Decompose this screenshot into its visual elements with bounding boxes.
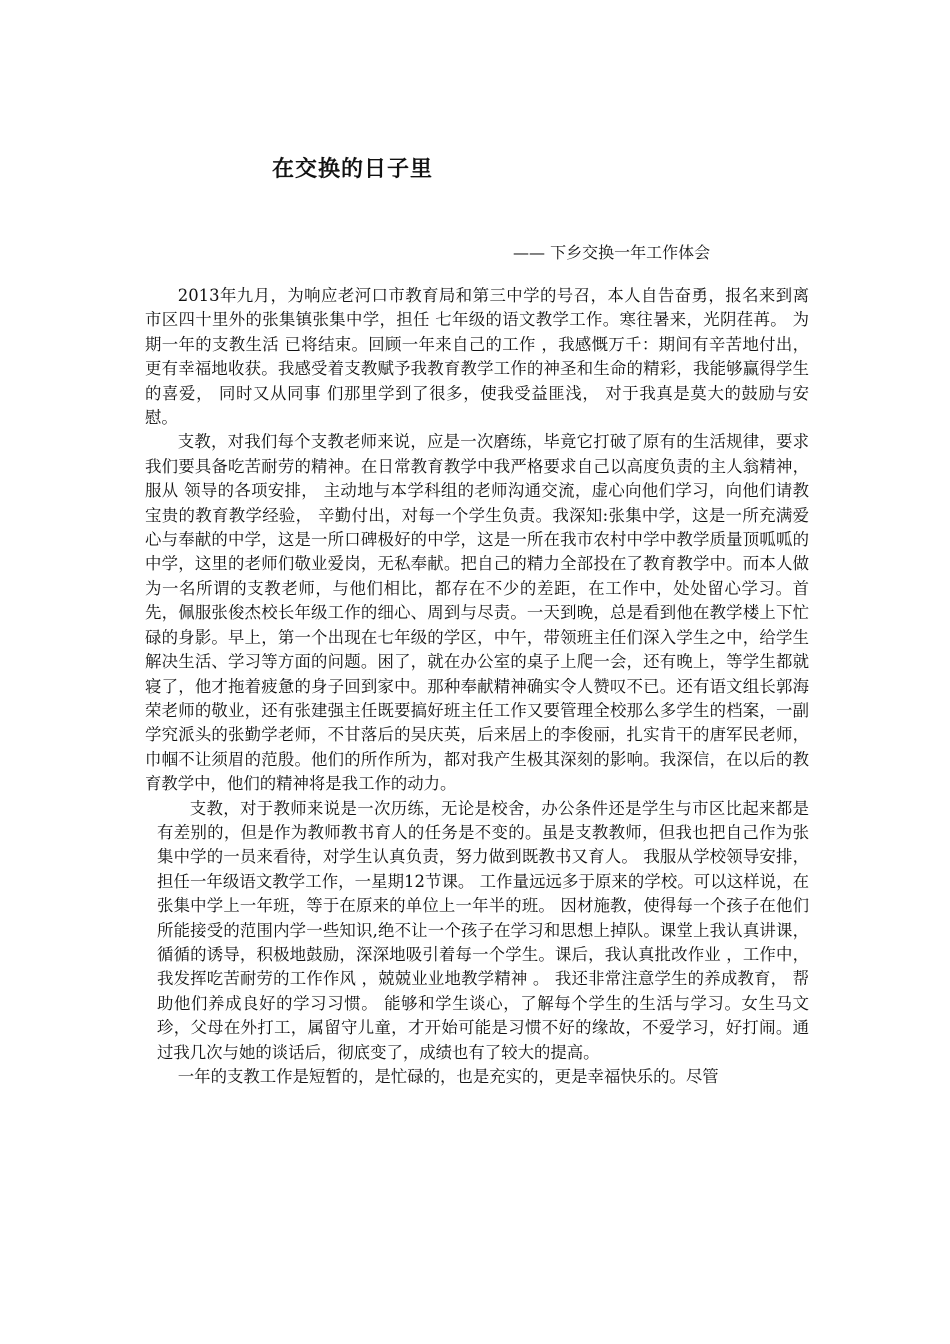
document-body [145, 284, 809, 1089]
paragraph-3: 支教，对于教师来说是一次历练，无论是校舍，办公条件还是学生与市区比起来都是有差别的，但是作为教师教书育人的任务是不变的。虽是支教教师，但我也把自己作为张集中学的一员来看待，对学生认真负责，努力做到既教书又育人。 我服从学校领导安排，担任一年级语文教学工作，一星期12节课。 工作量远远多于原来的学校。可以这样说，在张集中学上一年班，等于在原来的单位上一年半的班。 因材施教，使得每一个孩子在他们所能接受的范围内学一些知识,绝不让一个孩子在学习和思想上掉队。课堂上我认真讲课，循循的诱导，积极地鼓励，深深地吸引着每一个学生。课后，我认真批改作业 ，工作中，我发挥吃苦耐劳的工作作风 ，兢兢业业地教学精神 。 我还非常注意学生的养成教育， 帮助他们养成良好的学习习惯。 能够和学生谈心，了解每个学生的生活与学习。女生马文珍，父母在外打工，属留守儿童，才开始可能是习惯不好的缘故，不爱学习，好打闹。通过我几次与她的谈话后，彻底变了，成绩也有了较大的提高。 [157, 798, 809, 1062]
paragraph-2: 支教，对我们每个支教老师来说，应是一次磨练，毕竟它打破了原有的生活规律，要求我们要具备吃苦耐劳的精神。在日常教育教学中我严格要求自己以高度负责的主人翁精神，服从 领导的各项安排， 主动地与本学科组的老师沟通交流，虚心向他们学习，向他们请教宝贵的教育教学经验， 辛勤付出，对每一个学生负责。我深知:张集中学，这是一所充满爱心与奉献的中学，这是一所口碑极好的中学，这是一所在我市农村中学中教学质量顶呱呱的中学，这里的老师们敬业爱岗，无私奉献。把自己的精力全部投在了教育教学中。而本人做为一名所谓的支教老师，与他们相比，都存在不少的差距，在工作中，处处留心学习。首先，佩服张俊杰校长年级工作的细心、周到与尽责。一天到晚，总是看到他在教学楼上下忙碌的身影。早上，第一个出现在七年级的学区，中午，带领班主任们深入学生之中，给学生解决生活、学习等方面的问题。困了，就在办公室的桌子上爬一会，还有晚上，等学生都就寝了，他才拖着疲惫的身子回到家中。那种奉献精神确实令人赞叹不已。还有语文组长郭海荣老师的敬业，还有张建强主任既要搞好班主任工作又要管理全校那么多学生的档案，一副学究派头的张勤学老师，不甘落后的吴庆英，后来居上的李俊丽，扎实肯干的唐军民老师，巾帼不让须眉的范殷。他们的所作所为，都对我产生极其深刻的影响。我深信，在以后的教育教学中，他们的精神将是我工作的动力。 [145, 432, 809, 794]
paragraph-4: 一年的支教工作是短暂的，是忙碌的，也是充实的，更是幸福快乐的。尽管 [177, 1067, 719, 1086]
document-title: 在交换的日子里 [272, 157, 434, 182]
paragraph-1: 2013年九月，为响应老河口市教育局和第三中学的号召，本人自告奋勇，报名来到离市区四十里外的张集镇张集中学，担任 七年级的语文教学工作。寒往暑来，光阴荏苒。 为期一年的支教生活 已将结束。回顾一年来自己的工作 ，我感慨万千：期间有辛苦地付出， 更有幸福地收获。我感受着支教赋予我教育教学工作的神圣和生命的精彩，我能够赢得学生的喜爱， 同时又从同事 们那里学到了很多，使我受益匪浅， 对于我真是莫大的鼓励与安慰。 [145, 286, 809, 428]
document-subtitle: —— 下乡交换一年工作体会 [513, 243, 711, 262]
